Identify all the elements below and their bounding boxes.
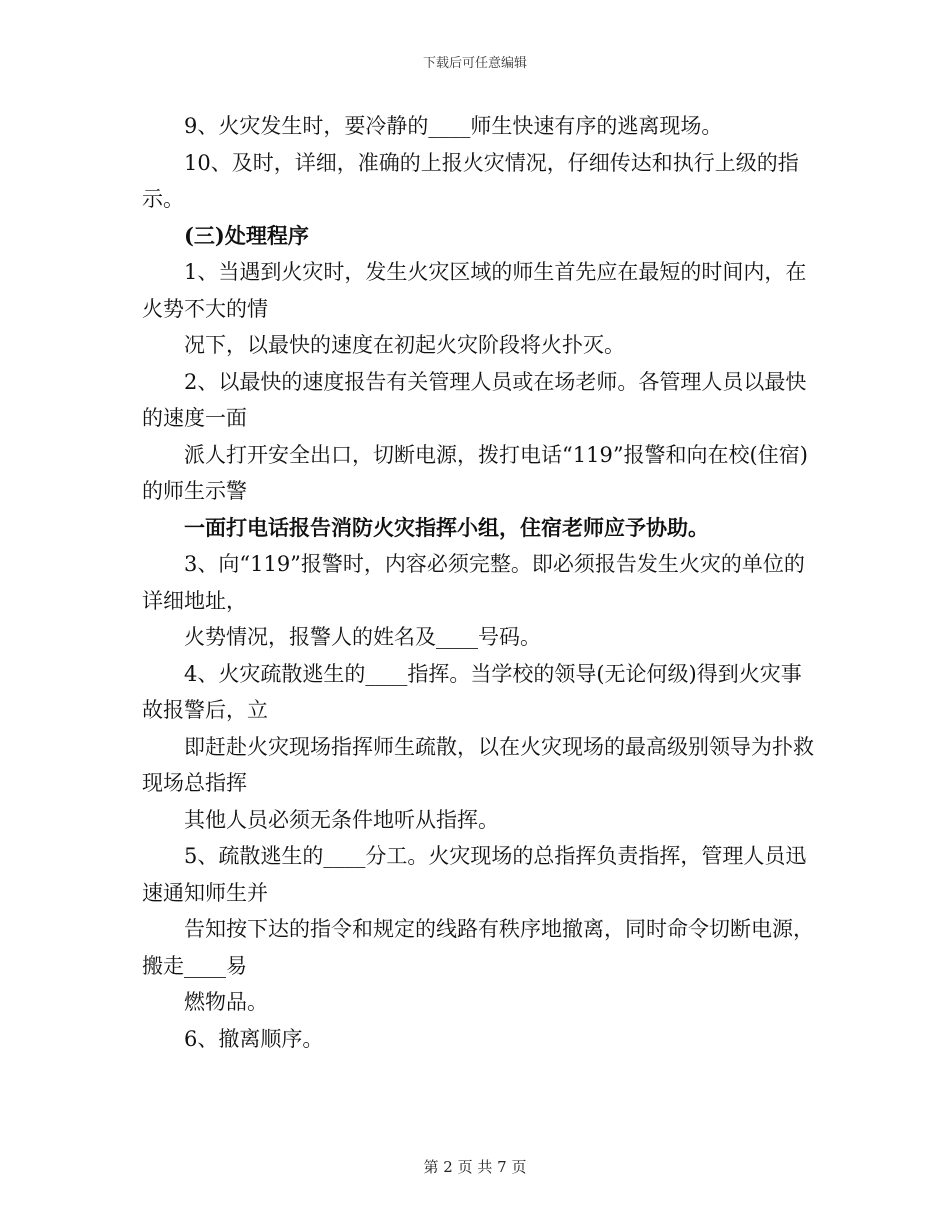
paragraph-step-3-continued: 火势情况，报警人的姓名及____号码。 [184,625,541,649]
document-body [142,108,822,1057]
page-header: 下载后可任意编辑 [422,56,527,71]
paragraph-item-9: 9、火灾发生时，要冷静的____师生快速有序的逃离现场。 [184,114,723,138]
paragraph-step-1: 1、当遇到火灾时，发生火灾区域的师生首先应在最短的时间内，在火势不大的情 [142,260,807,321]
paragraph-step-2-continued: 派人打开安全出口，切断电源，拨打电话“119”报警和向在校(住宿)的师生示警 [142,442,808,503]
paragraph-step-6: 6、撤离顺序。 [184,1026,324,1051]
paragraph-step-2-emphasis: 一面打电话报告消防火灾指挥小组，住宿老师应予协助。 [184,514,709,540]
section-heading-procedure: (三)处理程序 [184,222,309,248]
paragraph-item-10: 10、及时，详细，准确的上报火灾情况，仔细传达和执行上级的指示。 [142,150,799,211]
paragraph-step-5-final: 燃物品。 [184,990,268,1014]
paragraph-step-4-continued: 即赶赴火灾现场指挥师生疏散，以在火灾现场的最高级别领导为扑救现场总指挥 [142,734,814,795]
paragraph-step-2: 2、以最快的速度报告有关管理人员或在场老师。各管理人员以最快的速度一面 [142,369,807,430]
paragraph-step-3: 3、向“119”报警时，内容必须完整。即必须报告发生火灾的单位的详细地址， [142,552,805,613]
paragraph-step-4: 4、火灾疏散逃生的____指挥。当学校的领导(无论何级)得到火灾事故报警后，立 [142,661,802,722]
paragraph-step-1-continued: 况下，以最快的速度在初起火灾阶段将火扑灭。 [184,333,625,357]
page-footer: 第 2 页 共 7 页 [423,1158,527,1176]
paragraph-step-4-final: 其他人员必须无条件地听从指挥。 [184,807,499,832]
paragraph-step-5-continued: 告知按下达的指令和规定的线路有秩序地撤离，同时命令切断电源，搬走____易 [142,917,814,978]
paragraph-step-5: 5、疏散逃生的____分工。火灾现场的总指挥负责指挥，管理人员迅速通知师生并 [142,844,807,905]
